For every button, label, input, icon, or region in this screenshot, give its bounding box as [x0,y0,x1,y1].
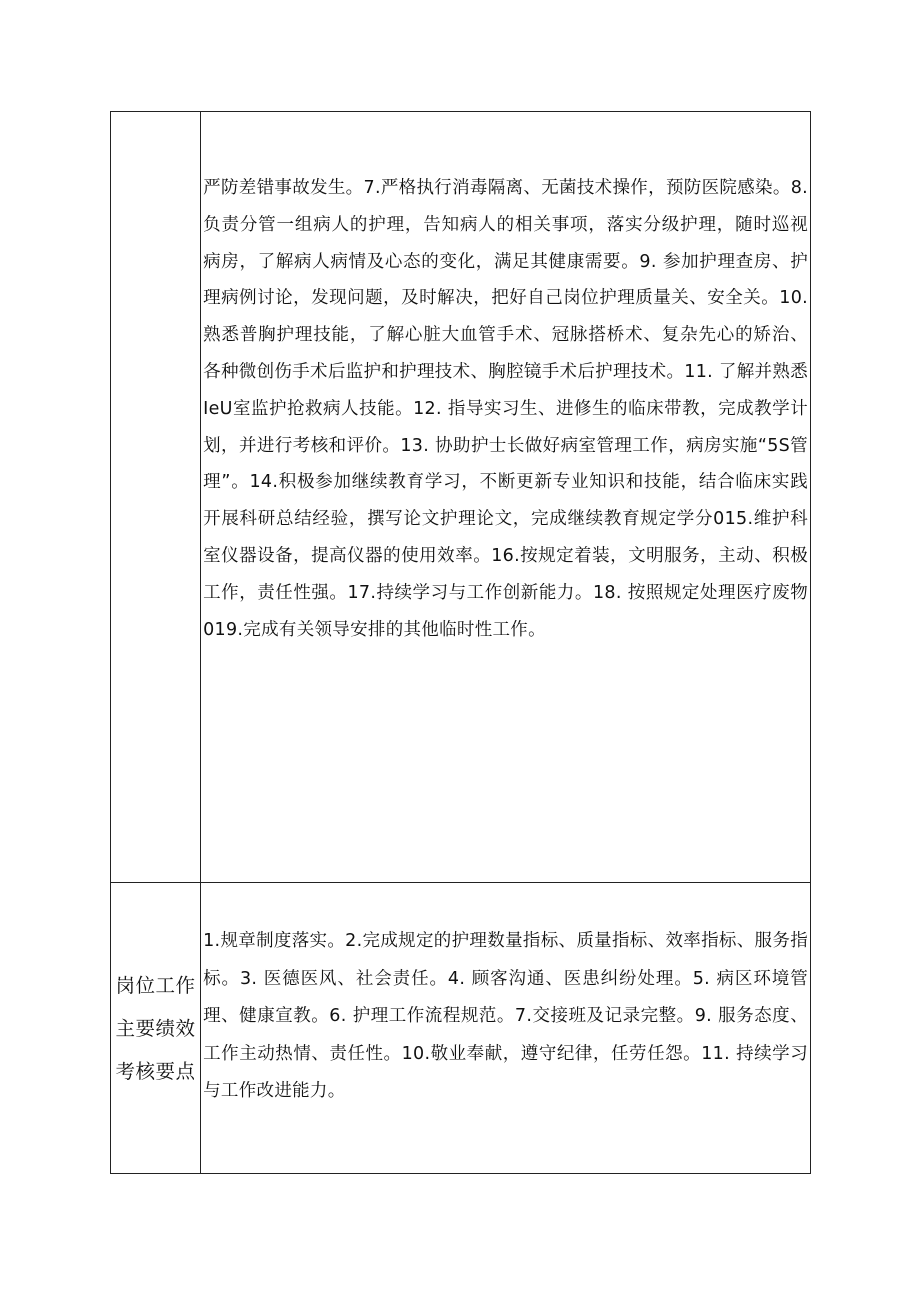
content-cell-assessment [201,883,811,1174]
table-row-assessment [111,883,811,1174]
job-description-table [110,111,811,1174]
row-label-assessment: 岗位工作主要绩效考核要点 [115,973,196,1083]
content-cell-duties [201,112,811,883]
label-cell-empty [111,112,201,883]
assessment-text: 1.规章制度落实。2.完成规定的护理数量指标、质量指标、效率指标、服务指标。3. 医德医风、社会责任。4. 顾客沟通、医患纠纷处理。5. 病区环境管理、健康宣教。6. 护理工作流程规范。7.交接班及记录完整。9. 服务态度、工作主动热情、责任性。10.敬业奉献，遵守纪律，任劳任怨。11. 持续学习与工作改进能力。 [203,931,808,1101]
label-cell-assessment [111,883,201,1174]
table-row-duties [111,112,811,883]
duties-text: 严防差错事故发生。7.严格执行消毒隔离、无菌技术操作，预防医院感染。8.负责分管一组病人的护理，告知病人的相关事项，落实分级护理，随时巡视病房，了解病人病情及心态的变化，满足其健康需要。9. 参加护理查房、护理病例讨论，发现问题，及时解决，把好自己岗位护理质量关、安全关。10. 熟悉普胸护理技能，了解心脏大血管手术、冠脉搭桥术、复杂先心的矫治、各种微创伤手术后监护和护理技术、胸腔镜手术后护理技术。11. 了解并熟悉IeU室监护抢救病人技能。12. 指导实习生、进修生的临床带教，完成教学计划，并进行考核和评价。13. 协助护士长做好病室管理工作，病房实施“5S管理”。14.积极参加继续教育学习，不断更新专业知识和技能，结合临床实践开展科研总结经验，撰写论文护理论文，完成继续教育规定学分015.维护科室仪器设备，提高仪器的使用效率。16.按规定着装，文明服务，主动、积极工作，责任性强。17.持续学习与工作创新能力。18. 按照规定处理医疗废物019.完成有关领导安排的其他临时性工作。 [203,178,808,640]
